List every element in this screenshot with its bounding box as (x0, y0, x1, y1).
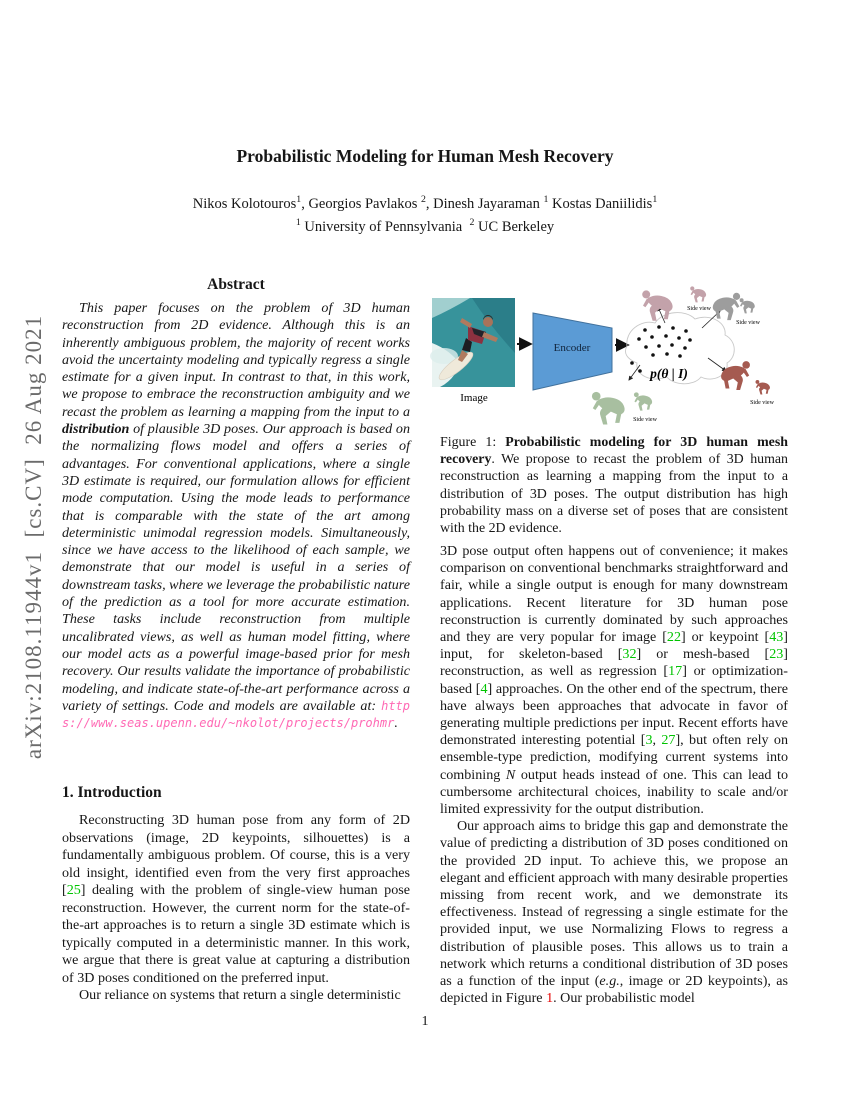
side-view-label: Side view (750, 400, 774, 406)
citation-ref[interactable]: 17 (668, 663, 683, 680)
figure-1-panel (430, 283, 790, 433)
mesh-pose-pink (642, 290, 672, 320)
figure-1-caption: Figure 1: Probabilistic modeling for 3D human mesh recovery. We propose to recast the problem of 3D human reconstruction as learning a mapping from the input to a distribution of 3D poses. The output distribution has high probability mass on a diverse set of poses that are consistent with the 2D evidence. (440, 435, 788, 537)
section-1-heading: 1. Introduction (62, 784, 162, 801)
image-label: Image (460, 392, 488, 404)
arxiv-banner: arXiv:2108.11944v1 [cs.CV] 26 Aug 2021 (21, 314, 46, 760)
surfer-image (430, 298, 515, 387)
intro-paragraph-1: Reconstructing 3D human pose from any form of 2D observations (image, 2D keypoints, silhouettes) is a fundamentally ambiguous problem. Of course, this is a very old insight, identified even from the very first approaches [25] dealing with the problem of single-view human pose reconstruction. However, the current norm for the state-of-the-art approaches is to return a single 3D estimate which is typically computed in a deterministic manner. In this work, we argue that there is great value at capturing a distribution of 3D poses conditioned on the preferred input. (62, 812, 410, 986)
paper-title: Probabilistic Modeling for Human Mesh Recovery (236, 146, 614, 166)
side-view-label: Side view (633, 417, 657, 423)
mesh-pose-gray (713, 293, 740, 320)
citation-ref[interactable]: 3 (645, 732, 653, 749)
affiliations-line: $^1$ University of Pennsylvania $^2$ UC Berkeley (295, 217, 555, 235)
encoder-label: Encoder (553, 342, 591, 354)
distribution-label: p(θ | I) (650, 366, 688, 381)
right-column-paragraph-2: Our approach aims to bridge this gap and demonstrate the value of predicting a distribution of 3D poses conditioned on the provided 2D input. To achieve this, we propose an elegant and efficient approach with many desirable properties missing from recent work, and we demonstrate its effectiveness. Instead of regressing a single estimate for the provided input, we use Normalizing Flows to regress a distribution of plausible poses. This allows us to train a network which returns a conditional distribution of 3D poses as a function of the input (e.g., image or 2D keypoints), as depicted in Figure 1. Our probabilistic model (440, 818, 788, 1007)
page-number: 1 (421, 1014, 429, 1029)
citation-ref[interactable]: 25 (66, 882, 81, 898)
paper-url-link[interactable]: https://www.seas.upenn.edu/~nkolot/projects/prohmr (62, 698, 410, 731)
abstract-heading: Abstract (207, 276, 265, 293)
citation-ref[interactable]: 27 (661, 732, 676, 749)
side-view-label: Side view (736, 320, 760, 326)
citation-ref[interactable]: 4 (480, 680, 488, 697)
intro-paragraph-2: Our reliance on systems that return a single deterministic (79, 987, 401, 1003)
mesh-pose-green (592, 392, 625, 425)
figure-1-graphic (430, 283, 790, 433)
mesh-pose-pink-side (690, 286, 706, 302)
mesh-pose-red-side (756, 380, 770, 394)
introduction-body (62, 812, 410, 1005)
side-view-label: Side view (687, 306, 711, 312)
right-column-paragraph-1: 3D pose output often happens out of convenience; it makes comparison on conventional benchmarks straightforward and fair, while a single output is enough for many downstream applications. Recent literature for 3D human pose reconstruction is currently dominated by such approaches and they are very popular for image [22] or keypoint [43] input, for skeleton-based [32] or mesh-based [23] reconstruction, as well as regression [17] or optimization-based [4] approaches. On the other end of the spectrum, there have always been approaches that advocate in favor of generating multiple predictions per input. Recent efforts have demonstrated interesting potential [3, 27], but often rely on ensemble-type prediction, modifying current systems into combining N output heads instead of one. This can lead to cumbersome architectural choices, inability to scale and/or limited expressivity for the output distribution. (440, 543, 789, 818)
mesh-pose-gray-side (740, 298, 755, 313)
figure-ref[interactable]: 1 (546, 990, 554, 1007)
abstract-body: This paper focuses on the problem of 3D human reconstruction from 2D evidence. Although this is an inherently ambiguous problem, the majority of recent works avoid the uncertainty modeling and typically regress a single estimate for a given input. In contrast to that, in this work, we propose to embrace the reconstruction ambiguity and we recast the problem as learning a mapping from the input to a distribution of plausible 3D poses. Our approach is based on the normalizing flows model and offers a series of advantages. For conventional applications, where a single 3D estimate is required, our formulation allows for efficient mode computation. Using the mode leads to performance that is comparable with the state of the art among deterministic unimodal regression models. Simultaneously, since we have access to the likelihood of each sample, we demonstrate that our model is useful in a series of downstream tasks, where we leverage the probabilistic nature of the prediction as a tool for more accurate estimation. These tasks include reconstruction from multiple uncalibrated views, as well as human model fitting, where our model acts as a powerful image-based prior for mesh recovery. Our results validate the importance of probabilistic modeling, and indicate state-of-the-art performance across a variety of settings. Code and models are available at: https://www.seas.upenn.edu/~nkolot/projects/prohmr. (62, 300, 410, 732)
authors-line: Nikos Kolotouros$^1$, Georgios Pavlakos $^2$, Dinesh Jayaraman $^1$ Kostas Daniilidis$^1$ (192, 194, 658, 212)
mesh-pose-green-side (634, 392, 652, 410)
citation-ref[interactable]: 32 (622, 646, 637, 663)
sample-arrow-red (708, 358, 726, 371)
mesh-pose-red (721, 361, 750, 390)
citation-ref[interactable]: 23 (769, 646, 784, 663)
sample-arrow-green (629, 365, 640, 380)
citation-ref[interactable]: 22 (666, 629, 681, 646)
citation-ref[interactable]: 43 (769, 629, 784, 646)
right-column-body (440, 543, 788, 1007)
